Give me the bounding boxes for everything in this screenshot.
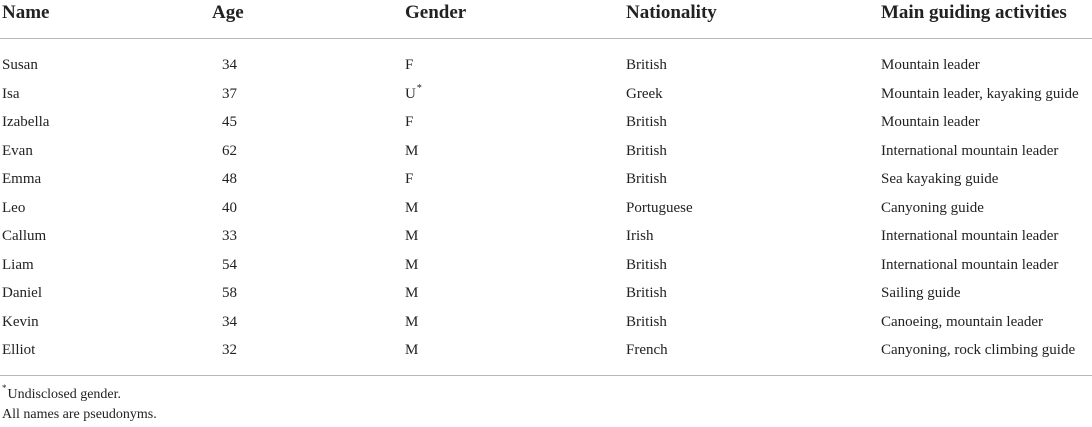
cell-gender-text: F (405, 171, 414, 188)
cell-nationality (626, 108, 881, 137)
cell-nationality-text: British (626, 171, 667, 188)
cell-name (0, 308, 212, 337)
table-row (0, 251, 1092, 280)
cell-name-text: Leo (2, 199, 26, 216)
cell-name-text: Callum (2, 228, 47, 245)
table-header (0, 0, 1092, 39)
cell-activity-text: Canyoning guide (881, 199, 984, 216)
table-row (0, 222, 1092, 251)
cell-activity (881, 279, 1092, 308)
table-row (0, 279, 1092, 308)
cell-gender (405, 194, 626, 223)
cell-activity (881, 194, 1092, 223)
cell-age-text: 45 (222, 114, 237, 131)
cell-nationality (626, 222, 881, 251)
table-row (0, 137, 1092, 166)
cell-nationality (626, 137, 881, 166)
cell-nationality (626, 165, 881, 194)
header-name: Name (0, 0, 212, 39)
cell-nationality-text: British (626, 313, 667, 330)
table-body (0, 39, 1092, 376)
cell-name-text: Liam (2, 256, 34, 273)
cell-age-text: 34 (222, 313, 237, 330)
cell-name-text: Daniel (2, 285, 42, 302)
cell-name-text: Izabella (2, 114, 50, 131)
footnote-mark: * (2, 383, 7, 394)
header-row (0, 0, 1092, 39)
cell-nationality-text: British (626, 57, 667, 74)
cell-gender (405, 137, 626, 166)
cell-nationality-text: British (626, 256, 667, 273)
cell-nationality-text: British (626, 285, 667, 302)
cell-nationality (626, 194, 881, 223)
cell-gender-text: F (405, 114, 414, 131)
header-activities: Main guiding activities (881, 0, 1092, 39)
cell-gender (405, 39, 626, 80)
cell-activity-text: International mountain leader (881, 142, 1059, 159)
cell-nationality-text: Greek (626, 85, 663, 102)
cell-name (0, 137, 212, 166)
cell-nationality-text: Portuguese (626, 199, 693, 216)
footnote-text: Undisclosed gender. (7, 387, 122, 402)
cell-name-text: Kevin (2, 313, 39, 330)
cell-nationality-text: British (626, 114, 667, 131)
cell-gender-text: F (405, 57, 414, 74)
cell-name (0, 251, 212, 280)
cell-gender-text: M (405, 142, 419, 159)
cell-name (0, 336, 212, 375)
table-row (0, 165, 1092, 194)
cell-age-text: 34 (222, 57, 237, 74)
header-age: Age (212, 0, 405, 39)
cell-activity (881, 251, 1092, 280)
cell-nationality (626, 308, 881, 337)
header-gender: Gender (405, 0, 626, 39)
cell-age (212, 108, 405, 137)
table-row (0, 80, 1092, 109)
cell-activity-text: Mountain leader, kayaking guide (881, 85, 1079, 102)
cell-age-text: 33 (222, 228, 237, 245)
cell-activity (881, 222, 1092, 251)
cell-age (212, 279, 405, 308)
cell-gender (405, 336, 626, 375)
cell-age (212, 251, 405, 280)
table-notes (2, 385, 157, 425)
footnote-undisclosed (2, 385, 157, 405)
cell-name-text: Emma (2, 171, 42, 188)
cell-age-text: 62 (222, 142, 237, 159)
pseudonym-note: All names are pseudonyms. (2, 407, 157, 422)
cell-activity (881, 336, 1092, 375)
cell-gender-text: M (405, 228, 419, 245)
gender-footnote-mark: * (416, 82, 422, 94)
table-row (0, 336, 1092, 375)
cell-name (0, 165, 212, 194)
cell-gender (405, 279, 626, 308)
cell-gender (405, 308, 626, 337)
cell-name-text: Elliot (2, 342, 36, 359)
header-nationality: Nationality (626, 0, 881, 39)
cell-activity (881, 308, 1092, 337)
cell-age-text: 54 (222, 256, 237, 273)
cell-age (212, 222, 405, 251)
cell-name (0, 194, 212, 223)
table-row (0, 194, 1092, 223)
cell-gender (405, 108, 626, 137)
cell-gender (405, 165, 626, 194)
cell-nationality-text: British (626, 142, 667, 159)
cell-age-text: 58 (222, 285, 237, 302)
cell-age-text: 40 (222, 199, 237, 216)
cell-activity-text: Mountain leader (881, 57, 980, 74)
cell-nationality (626, 39, 881, 80)
cell-activity (881, 39, 1092, 80)
cell-activity-text: International mountain leader (881, 256, 1059, 273)
cell-gender-text: M (405, 313, 419, 330)
cell-activity (881, 137, 1092, 166)
cell-name (0, 108, 212, 137)
cell-gender-text: M (405, 285, 419, 302)
cell-nationality (626, 279, 881, 308)
cell-gender-text: M (405, 199, 419, 216)
cell-nationality-text: Irish (626, 228, 654, 245)
table-row (0, 308, 1092, 337)
cell-gender (405, 222, 626, 251)
cell-nationality-text: French (626, 342, 668, 359)
cell-name (0, 39, 212, 80)
cell-age (212, 336, 405, 375)
cell-nationality (626, 336, 881, 375)
cell-age (212, 165, 405, 194)
table-row (0, 108, 1092, 137)
cell-age-text: 48 (222, 171, 237, 188)
cell-activity-text: Canoeing, mountain leader (881, 313, 1044, 330)
cell-activity (881, 108, 1092, 137)
table-row (0, 39, 1092, 80)
cell-name (0, 80, 212, 109)
cell-gender (405, 80, 626, 109)
cell-name-text: Evan (2, 142, 33, 159)
cell-age (212, 80, 405, 109)
cell-activity-text: Sailing guide (881, 285, 961, 302)
cell-name-text: Susan (2, 57, 38, 74)
cell-activity-text: Sea kayaking guide (881, 171, 999, 188)
cell-nationality (626, 251, 881, 280)
cell-gender-text: U (405, 85, 416, 102)
cell-activity-text: Canyoning, rock climbing guide (881, 342, 1076, 359)
cell-activity (881, 80, 1092, 109)
cell-age (212, 39, 405, 80)
cell-age-text: 32 (222, 342, 237, 359)
cell-age (212, 137, 405, 166)
cell-activity-text: Mountain leader (881, 114, 980, 131)
cell-age-text: 37 (222, 85, 237, 102)
cell-activity-text: International mountain leader (881, 228, 1059, 245)
cell-activity (881, 165, 1092, 194)
cell-gender-text: M (405, 342, 419, 359)
cell-gender-text: M (405, 256, 419, 273)
cell-name (0, 222, 212, 251)
cell-age (212, 194, 405, 223)
cell-age (212, 308, 405, 337)
cell-name (0, 279, 212, 308)
cell-gender (405, 251, 626, 280)
cell-nationality (626, 80, 881, 109)
cell-name-text: Isa (2, 85, 20, 102)
